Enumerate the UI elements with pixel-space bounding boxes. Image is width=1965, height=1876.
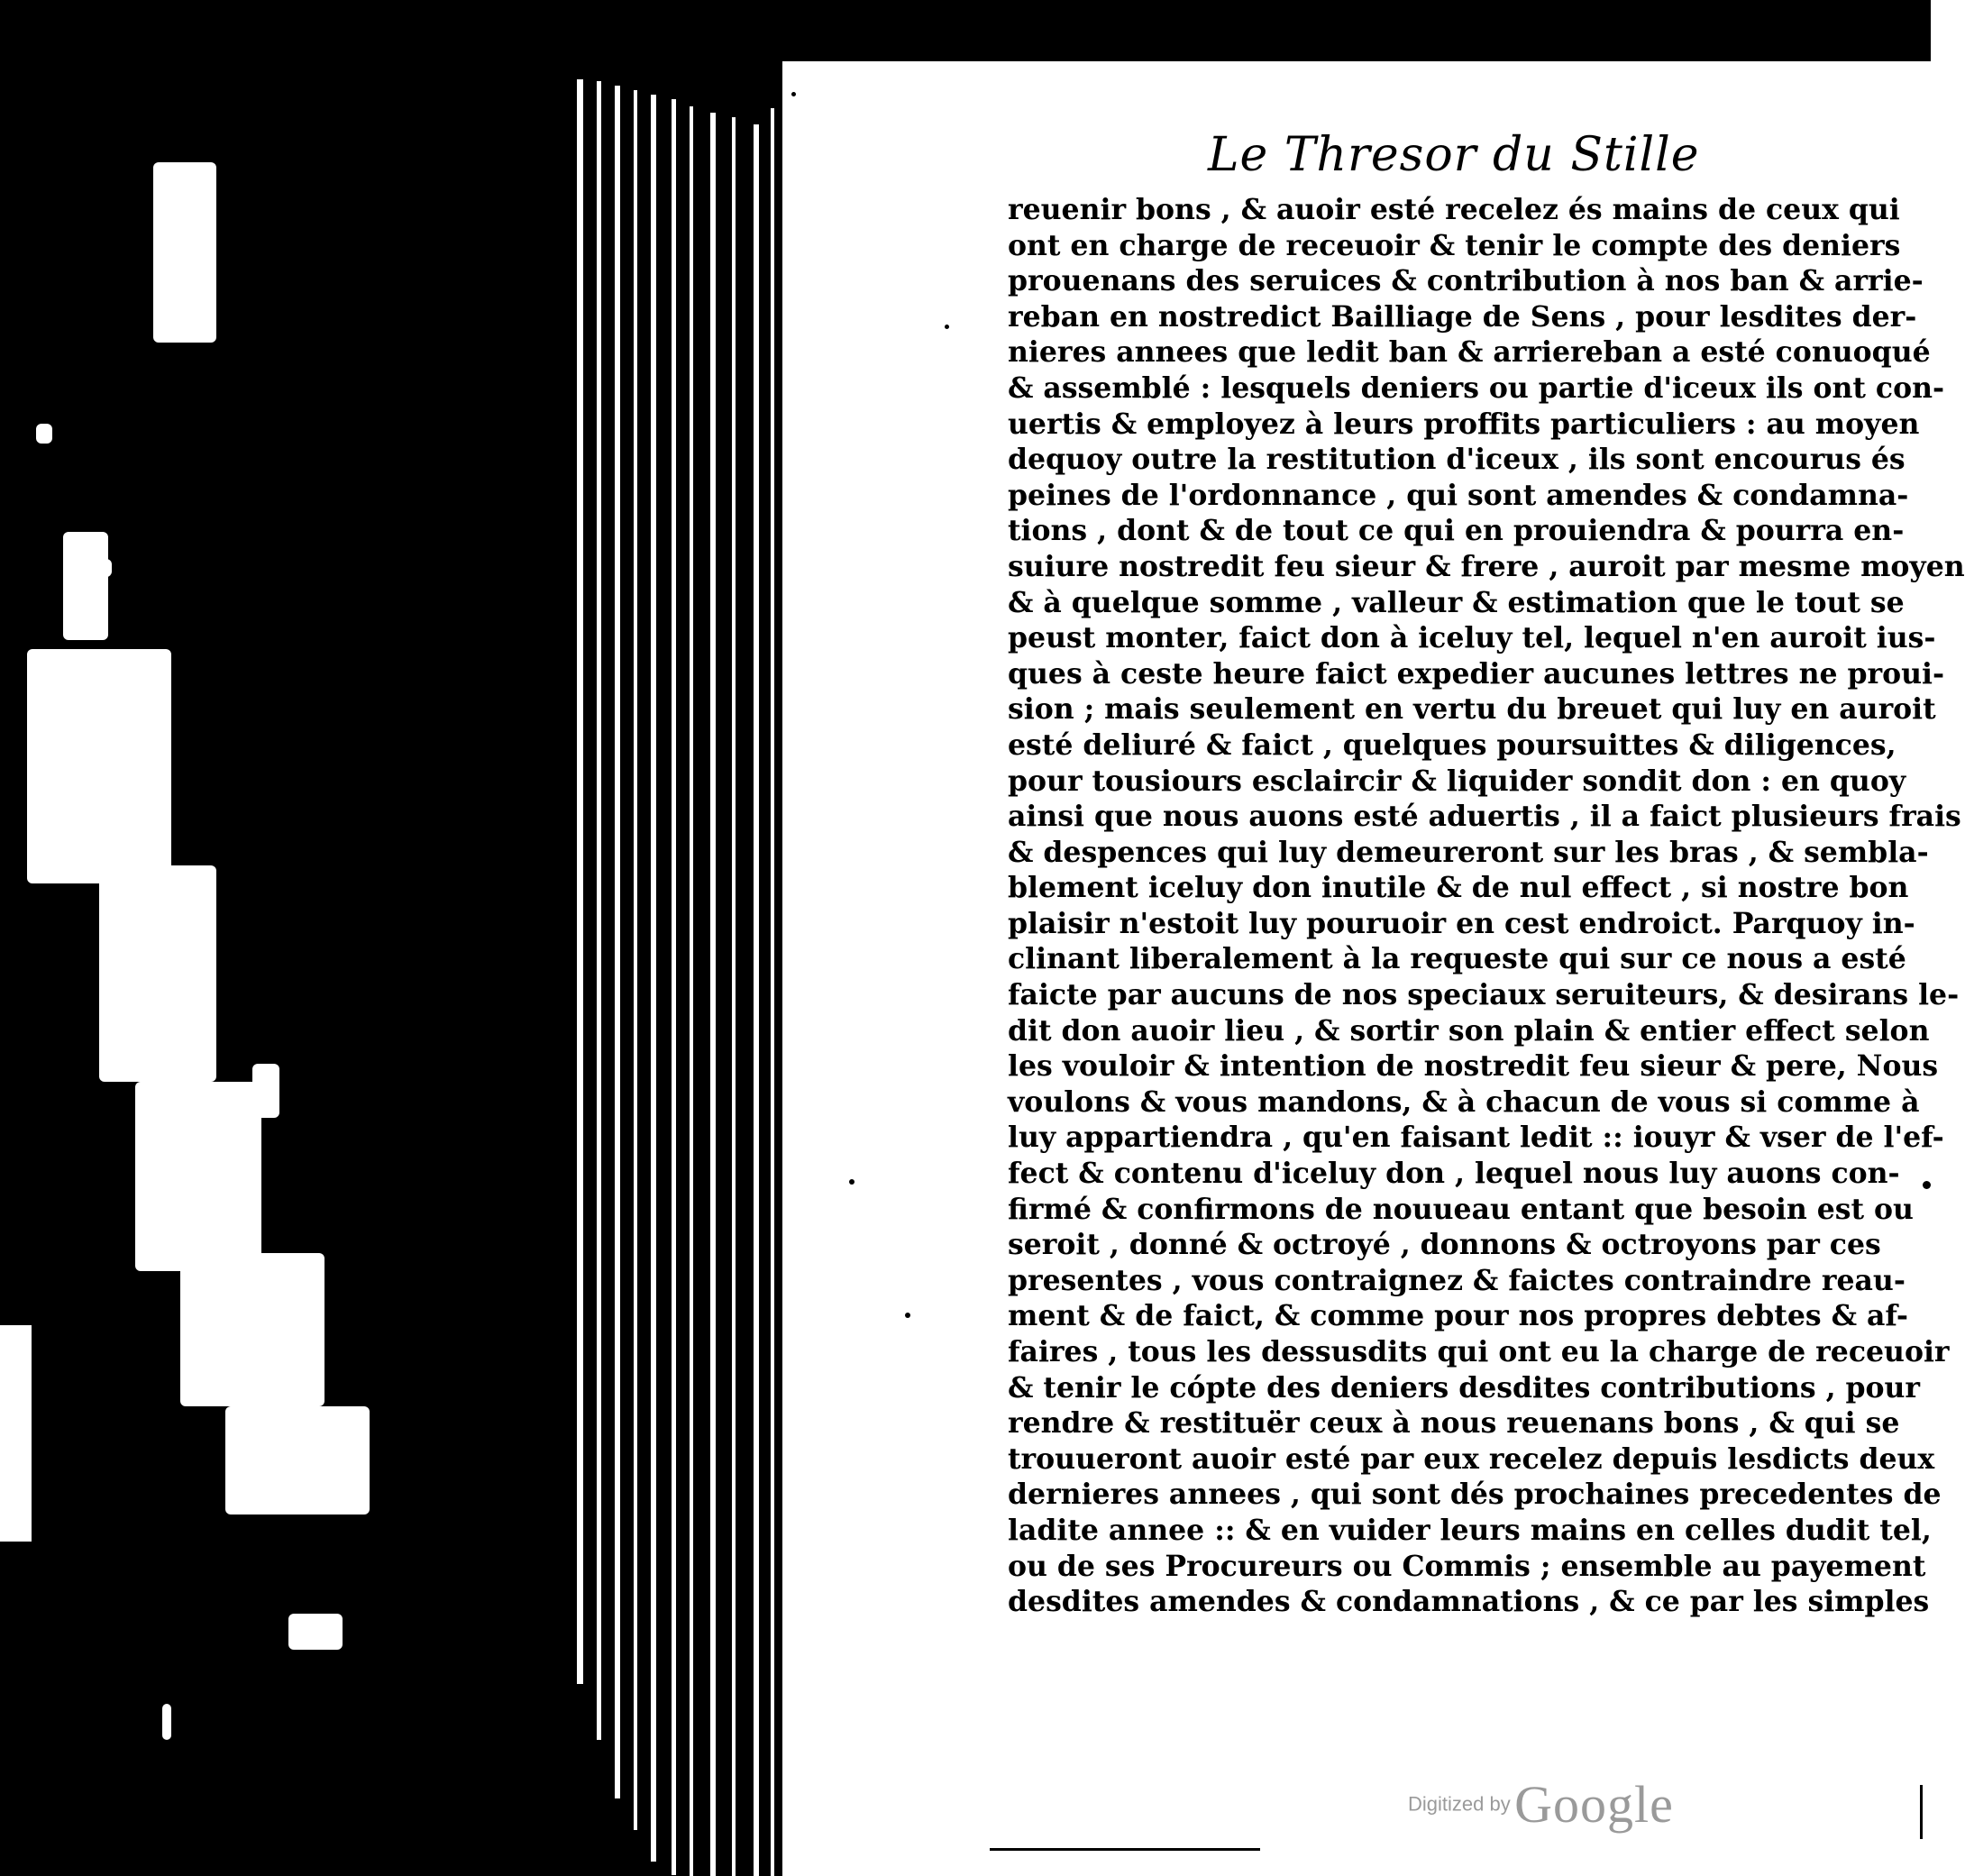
- text-line: voulons & vous mandons, & à chacun de vous si comme à: [1008, 1084, 1920, 1119]
- text-line: plaisir n'estoit luy pouruoir en cest endroict. Parquoy in-: [1008, 906, 1915, 940]
- text-line: clinant liberalement à la requeste qui sur ce nous a esté: [1008, 942, 1906, 976]
- text-line: faicte par aucuns de nos speciaux seruiteurs, & desirans le-: [1008, 978, 1960, 1012]
- scan-artifact: [225, 1406, 370, 1515]
- text-line: & despences qui luy demeureront sur les bras , & sembla-: [1008, 835, 1929, 869]
- scan-dark-edge: [0, 0, 782, 1876]
- page-edge-streak: [651, 95, 656, 1862]
- page-edge-streak: [615, 86, 620, 1798]
- page-edge-streak: [672, 99, 676, 1875]
- text-line: trouueront auoir esté par eux recelez depuis lesdicts deux: [1008, 1441, 1935, 1476]
- text-line: peust monter, faict don à iceluy tel, lequel n'en auroit ius-: [1008, 621, 1936, 655]
- text-line: ou de ses Procureurs ou Commis ; ensemble au payement: [1008, 1549, 1926, 1583]
- page-edge-streak: [634, 90, 637, 1830]
- page-edge-streak: [690, 106, 693, 1876]
- scan-artifact: [135, 1082, 261, 1271]
- page-edge-streak: [577, 79, 583, 1684]
- text-line: les vouloir & intention de nostredit feu sieur & pere, Nous: [1008, 1049, 1939, 1084]
- bottom-rule: [990, 1848, 1260, 1851]
- page-edge-streak: [710, 113, 716, 1876]
- text-line: ment & de faict, & comme pour nos propres debtes & af-: [1008, 1299, 1908, 1333]
- text-line: rendre & restituër ceux à nous reuenans bons , & qui se: [1008, 1406, 1900, 1441]
- scan-artifact: [252, 1064, 279, 1118]
- text-line: sion ; mais seulement en vertu du breuet qui luy en auroit: [1008, 692, 1936, 727]
- text-line: ques à ceste heure faict expedier aucunes lettres ne proui-: [1008, 656, 1945, 691]
- text-line: desdites amendes & condamnations , & ce par les simples: [1008, 1585, 1930, 1619]
- text-line: ont en charge de receuoir & tenir le compte des deniers: [1008, 228, 1901, 262]
- page-edge-streak: [597, 81, 601, 1740]
- text-line: firmé & confirmons de nouueau entant que besoin est ou: [1008, 1192, 1914, 1226]
- watermark-prefix: Digitized by: [1408, 1792, 1511, 1816]
- page-edge-streak: [771, 108, 774, 1876]
- scan-top-band: [0, 0, 1931, 61]
- text-line: uertis & employez à leurs proffits particuliers : au moyen: [1008, 407, 1920, 441]
- text-line: dit don auoir lieu , & sortir son plain & entier effect selon: [1008, 1013, 1930, 1048]
- ink-speck: [1923, 1181, 1931, 1189]
- scan-artifact: [27, 649, 171, 883]
- text-line: suiure nostredit feu sieur & frere , auroit par mesme moyen: [1008, 549, 1965, 583]
- text-line: fect & contenu d'iceluy don , lequel nous luy auons con-: [1008, 1157, 1900, 1191]
- text-line: dernieres annees , qui sont dés prochaines precedentes de: [1008, 1478, 1942, 1512]
- text-line: tions , dont & de tout ce qui en prouiendra & pourra en-: [1008, 514, 1905, 548]
- scan-artifact: [0, 1325, 32, 1542]
- digitized-by-google-watermark: [1408, 1774, 1674, 1835]
- text-line: ladite annee :: & en vuider leurs mains en celles dudit tel,: [1008, 1513, 1932, 1547]
- running-head: Le Thresor du Stille: [1208, 128, 1700, 182]
- body-text: [1008, 192, 1965, 1620]
- scan-artifact: [99, 559, 112, 577]
- text-line: & à quelque somme , valleur & estimation que le tout se: [1008, 585, 1905, 619]
- text-line: peines de l'ordonnance , qui sont amendes & condamna-: [1008, 478, 1909, 512]
- scan-artifact: [162, 1704, 171, 1740]
- right-edge-tick: [1920, 1785, 1923, 1839]
- page-edge-streak: [732, 117, 736, 1876]
- text-line: reuenir bons , & auoir esté recelez és mains de ceux qui: [1008, 193, 1900, 226]
- scan-artifact: [180, 1253, 324, 1406]
- text-line: & assemblé : lesquels deniers ou partie d'iceux ils ont con-: [1008, 371, 1945, 405]
- text-line: ainsi que nous auons esté aduertis , il a faict plusieurs frais: [1008, 800, 1961, 834]
- ink-speck: [791, 92, 796, 96]
- google-logo: Google: [1514, 1775, 1674, 1834]
- text-line: seroit , donné & octroyé , donnons & octroyons par ces: [1008, 1228, 1881, 1262]
- text-line: presentes , vous contraignez & faictes contraindre reau-: [1008, 1263, 1906, 1297]
- text-line: dequoy outre la restitution d'iceux , ils sont encourus és: [1008, 443, 1906, 477]
- scan-artifact: [153, 162, 216, 343]
- text-line: prouenans des seruices & contribution à nos ban & arrie-: [1008, 264, 1924, 298]
- text-line: reban en nostredict Bailliage de Sens , pour lesdites der-: [1008, 299, 1917, 334]
- text-line: & tenir le cópte des deniers desdites contributions , pour: [1008, 1370, 1921, 1405]
- ink-speck: [905, 1313, 910, 1318]
- ink-speck: [945, 325, 949, 329]
- text-line: pour tousiours esclaircir & liquider sondit don : en quoy: [1008, 764, 1906, 798]
- scan-artifact: [63, 532, 108, 640]
- text-line: luy appartiendra , qu'en faisant ledit :: iouyr & vser de l'ef-: [1008, 1121, 1944, 1155]
- page-edge-streak: [754, 124, 759, 1876]
- scan-artifact: [36, 424, 52, 444]
- text-line: faires , tous les dessusdits qui ont eu la charge de receuoir: [1008, 1335, 1950, 1368]
- scan-artifact: [99, 865, 216, 1082]
- text-line: esté deliuré & faict , quelques poursuittes & diligences,: [1008, 728, 1896, 762]
- scan-artifact: [288, 1614, 343, 1650]
- text-line: nieres annees que ledit ban & arriereban a esté conuoqué: [1008, 335, 1931, 370]
- text-line: blement iceluy don inutile & de nul effect , si nostre bon: [1008, 871, 1909, 905]
- ink-speck: [849, 1179, 855, 1185]
